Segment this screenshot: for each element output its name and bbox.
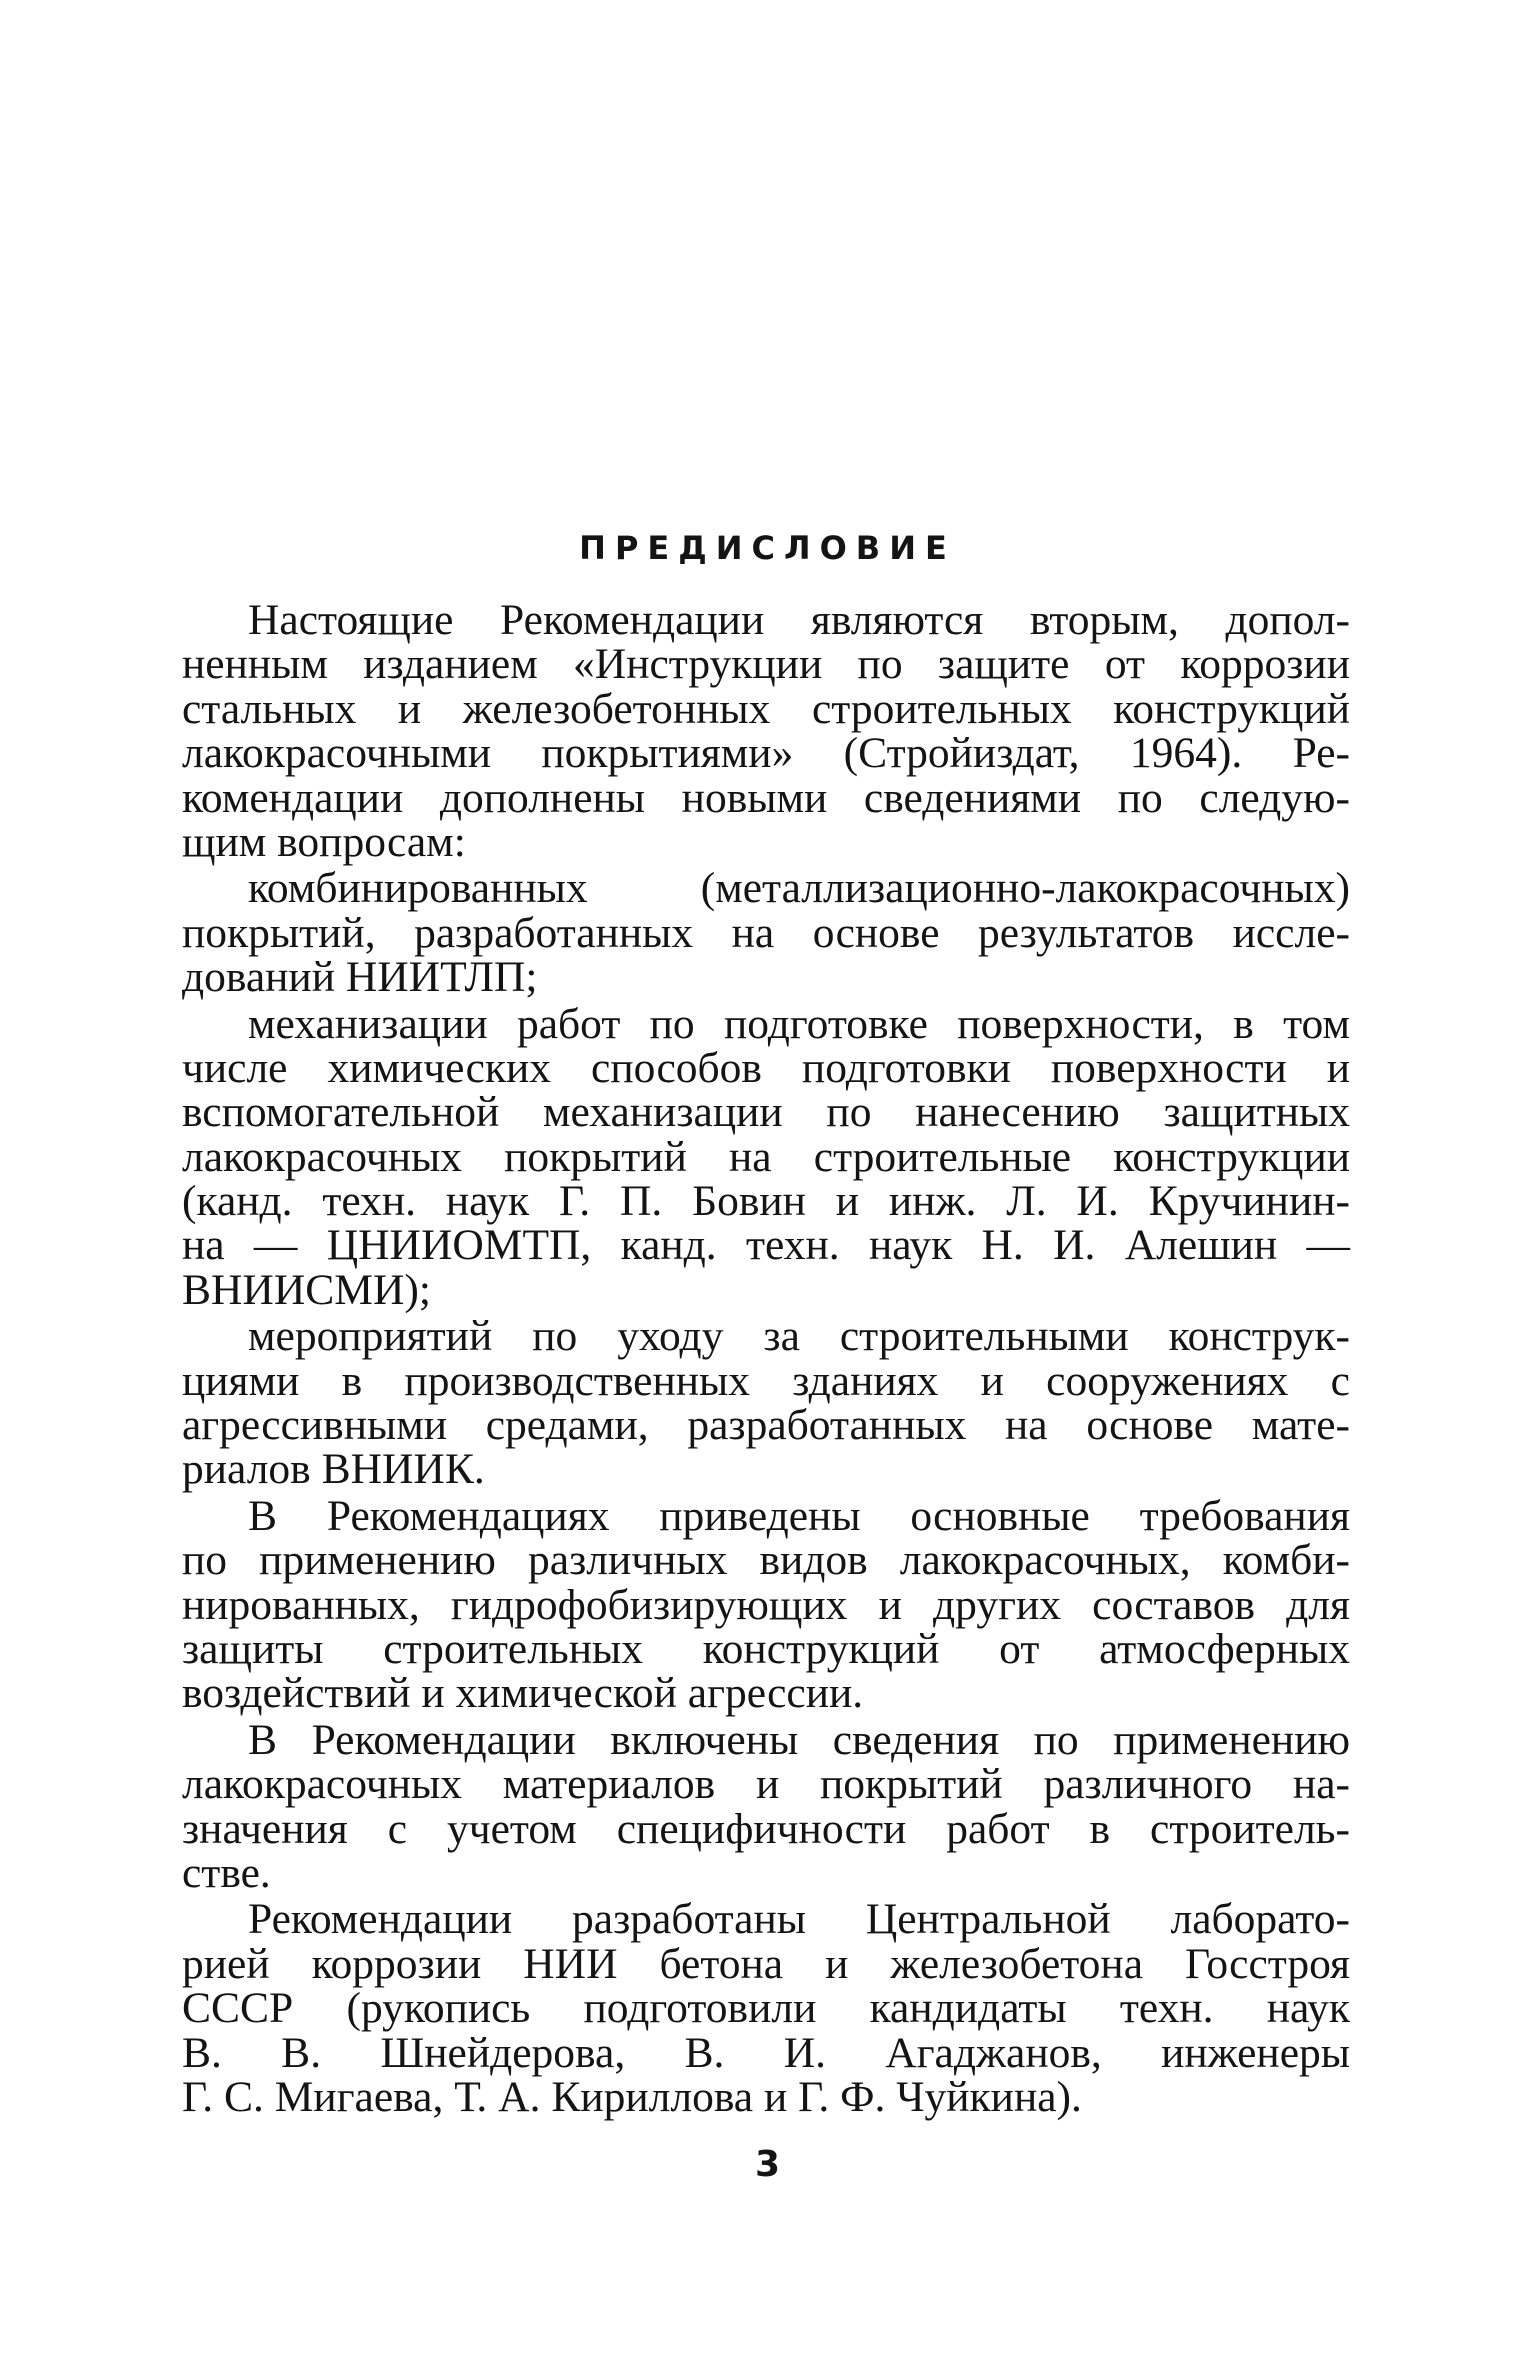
text-line: СССР (рукопись подготовили кандидаты техн. наук [182, 1984, 1350, 2033]
text-line: (канд. техн. наук Г. П. Бовин и инж. Л. И. Кручинин- [182, 1177, 1350, 1226]
text-line: воздействий и химической агрессии. [182, 1669, 864, 1718]
text-line: щим вопросам: [182, 817, 466, 866]
text-line: В Рекомендации включены сведения по применению [248, 1715, 1350, 1764]
text-line: защиты строительных конструкций от атмосферных [182, 1624, 1350, 1673]
text-line: риалов ВНИИК. [182, 1445, 485, 1494]
text-line: мероприятий по уходу за строительными конструк- [248, 1312, 1350, 1361]
text-line: нированных, гидрофобизирующих и других составов для [182, 1580, 1350, 1629]
preface-body [182, 598, 1350, 2119]
text-line: по применению различных видов лакокрасочных, комби- [182, 1536, 1350, 1585]
text-line: значения с учетом специфичности работ в строитель- [182, 1804, 1350, 1853]
text-line: Настоящие Рекомендации являются вторым, допол- [248, 596, 1350, 644]
text-line: Г. С. Мигаева, Т. А. Кириллова и Г. Ф. Чуйкина). [182, 2072, 1082, 2121]
text-line: механизации работ по подготовке поверхности, в том [248, 999, 1350, 1048]
text-line: числе химических способов подготовки поверхности и [182, 1043, 1350, 1092]
page-heading: ПРЕДИСЛОВИЕ [579, 529, 956, 567]
text-line: на — ЦНИИОМТП, канд. техн. наук Н. И. Алешин — [182, 1221, 1350, 1270]
text-line: лакокрасочными покрытиями» (Стройиздат, 1964). Ре- [182, 729, 1350, 778]
text-line: стальных и железобетонных строительных конструкций [182, 684, 1350, 733]
text-line: лакокрасочных покрытий на строительные конструкции [182, 1132, 1350, 1181]
text-line: Рекомендации разработаны Центральной лаборато- [248, 1895, 1350, 1944]
page-number: 3 [754, 2144, 781, 2185]
text-line: циями в производственных зданиях и сооружениях с [182, 1356, 1350, 1405]
text-line: стве. [182, 1848, 271, 1897]
text-line: В. В. Шнейдерова, В. И. Агаджанов, инженеры [182, 2028, 1350, 2077]
text-line: вспомогательной механизации по нанесению защитных [182, 1088, 1350, 1137]
text-line: ненным изданием «Инструкции по защите от коррозии [182, 640, 1350, 689]
text-line: лакокрасочных материалов и покрытий различного на- [182, 1760, 1350, 1809]
text-line: ВНИИСМИ); [182, 1265, 431, 1314]
text-line: комендации дополнены новыми сведениями по следую- [182, 773, 1350, 822]
text-line: рией коррозии НИИ бетона и железобетона Госстроя [182, 1939, 1350, 1988]
text-line: дований НИИТЛП; [182, 953, 538, 1002]
text-line: В Рекомендациях приведены основные требования [248, 1491, 1350, 1540]
text-line: покрытий, разработанных на основе результатов иссле- [182, 908, 1350, 957]
text-line: агрессивными средами, разработанных на основе мате- [182, 1401, 1350, 1450]
text-line: комбинированных (металлизационно-лакокрасочных) [248, 864, 1350, 913]
